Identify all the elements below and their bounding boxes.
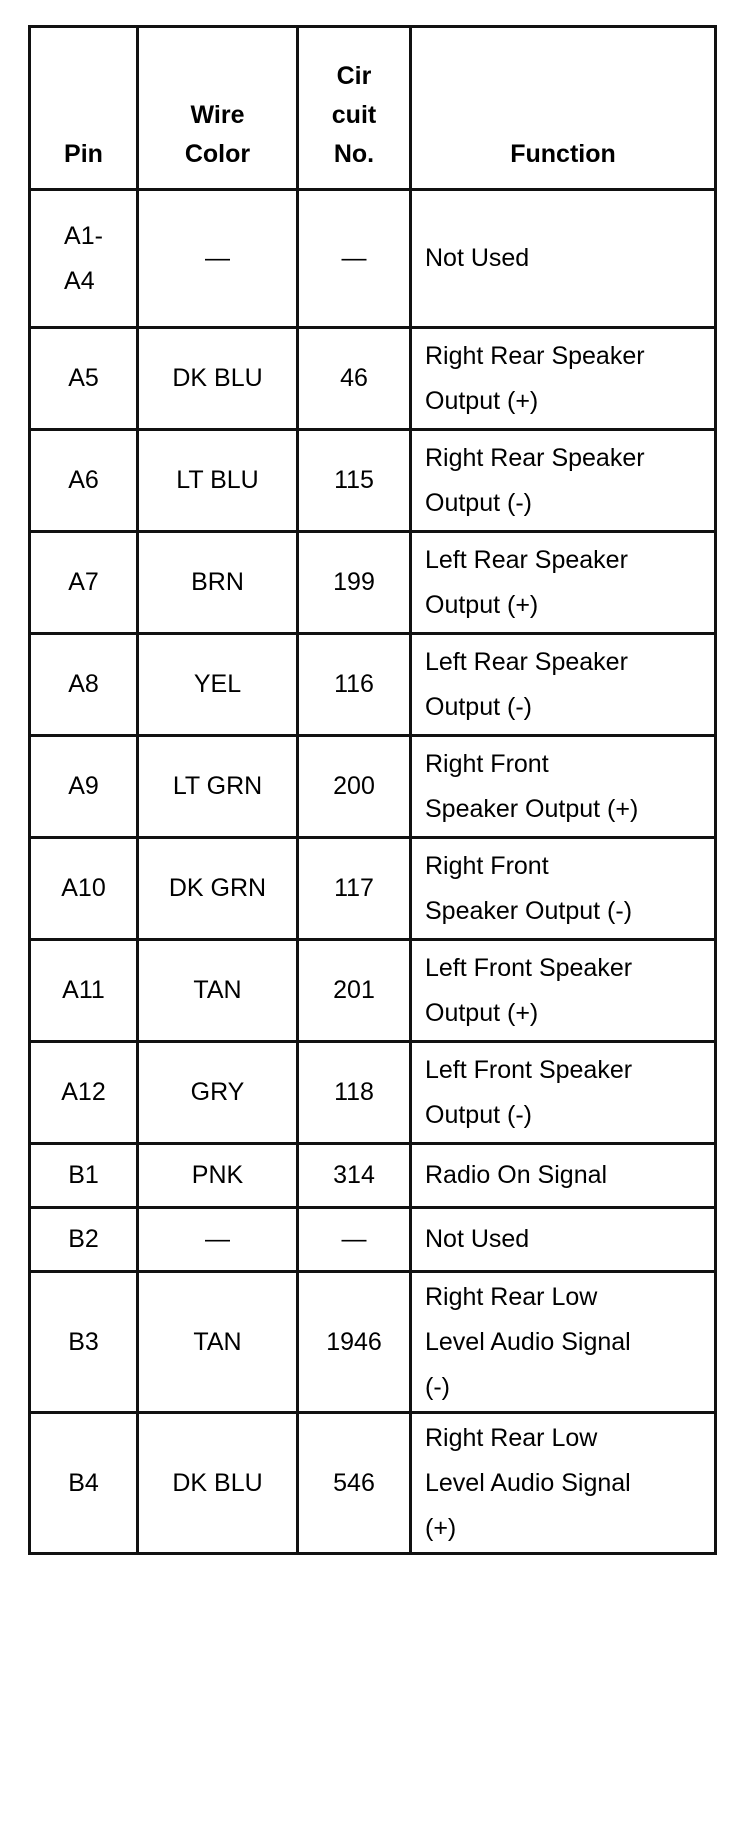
circuit-cell [298,430,411,532]
function-value-line1: Right Rear Low [425,1423,598,1452]
circuit-cell [298,1144,411,1208]
header-circuit-line2: cuit [331,101,377,129]
function-value-line2: Output (-) [425,1100,532,1129]
function-cell [411,1272,716,1413]
circuit-value: — [341,244,367,272]
table-header-row [30,27,716,190]
function-value-line1: Left Rear Speaker [425,647,628,676]
circuit-value: 199 [333,568,375,596]
function-value-line1: Right Rear Speaker [425,443,645,472]
wire-color-value: DK GRN [168,874,267,902]
table-row [30,940,716,1042]
function-value-line2: Speaker Output (-) [425,896,633,925]
wire-color-cell [138,838,298,940]
wire-color-value: PNK [191,1161,244,1189]
circuit-value: 314 [333,1161,375,1189]
pin-value: B3 [68,1327,99,1356]
pin-cell [30,1042,138,1144]
function-value-line2: Output (-) [425,692,532,721]
function-value-line2: Speaker Output (+) [425,794,639,823]
table-row [30,532,716,634]
function-value-line1: Right Rear Low [425,1282,598,1311]
function-value-line2: Level Audio Signal [425,1327,631,1356]
circuit-value: 1946 [326,1327,382,1356]
circuit-cell [298,838,411,940]
function-value-line1: Left Front Speaker [425,953,633,982]
function-cell [411,1413,716,1554]
wire-color-cell [138,1272,298,1413]
pin-cell [30,1272,138,1413]
pin-cell [30,634,138,736]
wire-color-cell [138,1144,298,1208]
wire-color-value: YEL [193,670,242,698]
table-row [30,838,716,940]
pin-cell [30,1208,138,1272]
pin-cell [30,190,138,328]
pin-cell [30,736,138,838]
header-circuit-line3: No. [333,140,375,168]
circuit-value: 118 [334,1078,374,1106]
function-value-line3: (-) [425,1372,450,1401]
wire-color-cell [138,1042,298,1144]
function-value-line2: Output (+) [425,590,539,619]
function-cell [411,736,716,838]
wire-color-cell [138,190,298,328]
wire-color-value: DK BLU [172,1468,263,1497]
function-cell [411,1144,716,1208]
pin-cell [30,940,138,1042]
table-row [30,1208,716,1272]
header-pin-label: Pin [64,140,103,168]
wire-color-value: LT BLU [176,466,259,494]
function-value-line2: Level Audio Signal [425,1468,631,1497]
circuit-cell [298,190,411,328]
wire-color-cell [138,328,298,430]
function-value-line1: Right Front [425,749,549,778]
wire-color-value: — [205,244,230,272]
function-cell [411,328,716,430]
pin-value: A6 [68,466,99,494]
connector-pinout-table [28,25,717,1555]
circuit-cell [298,328,411,430]
function-value-line2: Output (+) [425,386,539,415]
pin-cell [30,430,138,532]
header-circuit-number [298,27,411,190]
pin-value: A7 [68,568,99,596]
header-function-label: Function [510,140,616,168]
pin-value: A5 [68,364,99,392]
wire-color-value: LT GRN [172,772,263,800]
pin-value: A11 [62,976,105,1004]
wire-color-value: — [205,1225,230,1253]
function-cell [411,532,716,634]
circuit-cell [298,940,411,1042]
circuit-cell [298,736,411,838]
pin-value: B2 [68,1225,99,1253]
wire-color-value: TAN [193,1327,242,1356]
function-value-line1: Left Rear Speaker [425,545,628,574]
table-row [30,430,716,532]
function-cell [411,1042,716,1144]
function-value-line2: Output (-) [425,488,532,517]
pin-cell [30,328,138,430]
header-wire-color [138,27,298,190]
pin-value: A9 [68,772,99,800]
function-value-line2: Output (+) [425,998,539,1027]
function-value-line3: (+) [425,1513,457,1542]
circuit-value: 117 [334,874,374,902]
pin-value: A1- [64,221,103,250]
header-function [411,27,716,190]
table-row [30,328,716,430]
table-row [30,1413,716,1554]
function-cell [411,190,716,328]
wire-color-cell [138,532,298,634]
table-row [30,736,716,838]
circuit-value: — [341,1225,367,1253]
function-value-line1: Right Front [425,851,549,880]
wire-color-cell [138,634,298,736]
pin-value: A10 [61,874,106,902]
circuit-value: 46 [340,364,368,392]
circuit-value: 115 [334,466,374,494]
circuit-value: 116 [334,670,374,698]
circuit-value: 200 [333,772,375,800]
pin-value-line2: A4 [64,266,95,295]
circuit-cell [298,1042,411,1144]
pin-cell [30,1413,138,1554]
circuit-cell [298,1272,411,1413]
pin-cell [30,532,138,634]
function-value-line1: Left Front Speaker [425,1055,633,1084]
wire-color-cell [138,1413,298,1554]
wire-color-cell [138,1208,298,1272]
circuit-cell [298,1208,411,1272]
table-row [30,634,716,736]
header-wire-color-line1: Wire [190,101,245,129]
wire-color-value: GRY [190,1078,245,1106]
wire-color-cell [138,940,298,1042]
function-cell [411,1208,716,1272]
function-cell [411,940,716,1042]
function-cell [411,838,716,940]
function-value: Radio On Signal [425,1161,608,1189]
header-wire-color-line2: Color [184,140,251,168]
pin-value: B4 [68,1468,99,1497]
table-row [30,1272,716,1413]
circuit-cell [298,532,411,634]
function-value: Not Used [425,244,530,272]
pin-value: B1 [68,1161,99,1189]
circuit-cell [298,1413,411,1554]
wire-color-value: BRN [191,568,244,596]
pin-cell [30,838,138,940]
table-row [30,1144,716,1208]
function-value: Not Used [425,1225,530,1253]
function-cell [411,634,716,736]
wire-color-cell [138,736,298,838]
header-circuit-line1: Cir [336,62,372,90]
function-cell [411,430,716,532]
table-row [30,1042,716,1144]
header-pin [30,27,138,190]
pin-value: A8 [68,670,99,698]
pin-cell [30,1144,138,1208]
function-value-line1: Right Rear Speaker [425,341,645,370]
pin-value: A12 [61,1078,106,1106]
wire-color-value: DK BLU [172,364,263,392]
circuit-value: 201 [333,976,375,1004]
table-row [30,190,716,328]
circuit-value: 546 [333,1468,375,1497]
circuit-cell [298,634,411,736]
wire-color-value: TAN [193,976,242,1004]
wire-color-cell [138,430,298,532]
